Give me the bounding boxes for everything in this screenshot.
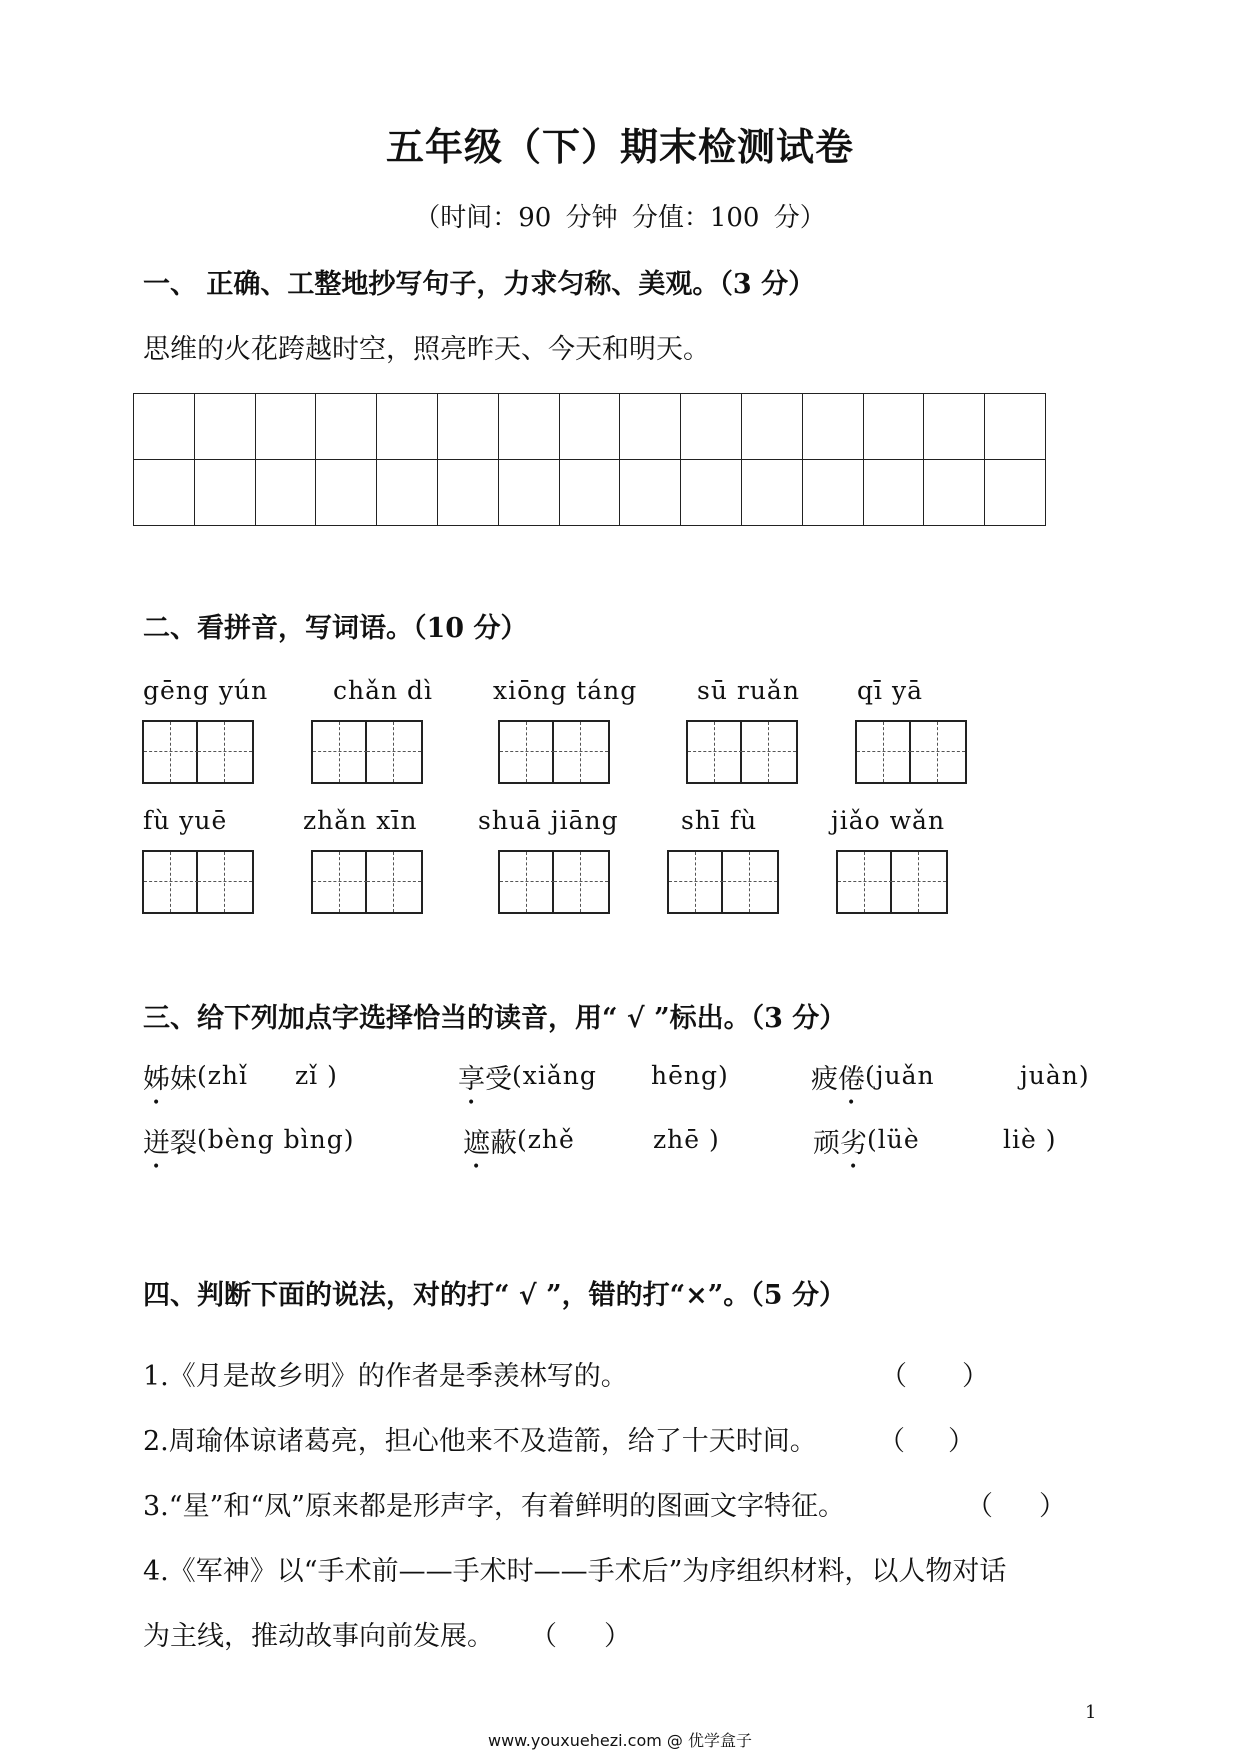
section3-heading: 三、给下列加点字选择恰当的读音，用“ √ ”标出。（3 分） [143, 1003, 847, 1034]
grid-cell[interactable] [863, 460, 924, 526]
reading-option[interactable]: (juǎn [865, 1061, 935, 1090]
judgement-question: 2.周瑜体谅诸葛亮，担心他来不及造箭，给了十天时间。 [143, 1426, 817, 1457]
reading-option[interactable]: zǐ ) [295, 1061, 338, 1090]
tianzige-box[interactable] [311, 850, 423, 914]
tianzige-box[interactable] [686, 720, 798, 784]
section1-heading: 一、 正确、工整地抄写句子，力求匀称、美观。（3 分） [143, 269, 816, 300]
grid-cell[interactable] [377, 394, 438, 460]
reading-item [811, 1057, 865, 1111]
grid-cell[interactable] [559, 394, 620, 460]
grid-cell[interactable] [316, 394, 377, 460]
pinyin-label: sū ruǎn [697, 676, 800, 705]
grid-cell[interactable] [377, 460, 438, 526]
pinyin-label: chǎn dì [333, 676, 434, 705]
exam-info: （时间：90 分钟 分值：100 分） [414, 203, 826, 233]
reading-item [143, 1057, 197, 1111]
pinyin-label: jiǎo wǎn [831, 806, 946, 835]
pinyin-label: shuā jiāng [478, 806, 619, 835]
word-char: 裂 [170, 1128, 197, 1159]
answer-bracket-close[interactable]: ） [948, 1426, 975, 1457]
tianzige-box[interactable] [498, 720, 610, 784]
pinyin-label: gēng yún [143, 676, 269, 705]
grid-cell[interactable] [437, 460, 498, 526]
tianzige-box[interactable] [142, 850, 254, 914]
answer-bracket-close[interactable]: ） [604, 1621, 631, 1652]
tianzige-box[interactable] [836, 850, 948, 914]
dotted-char: 姊 [143, 1064, 170, 1095]
pinyin-label: qī yā [857, 676, 923, 705]
judgement-question-cont: 为主线，推动故事向前发展。 [143, 1621, 494, 1652]
grid-cell[interactable] [255, 394, 316, 460]
judgement-question: 1.《月是故乡明》的作者是季羡林写的。 [143, 1361, 628, 1392]
reading-item [813, 1121, 867, 1175]
grid-cell[interactable] [985, 394, 1046, 460]
grid-cell[interactable] [681, 394, 742, 460]
pinyin-label: shī fù [681, 806, 758, 835]
page-number: 1 [1085, 1702, 1097, 1723]
word-char: 顽 [813, 1128, 840, 1159]
answer-bracket-open[interactable]: （ [880, 1361, 907, 1392]
grid-cell[interactable] [134, 394, 195, 460]
grid-row [134, 394, 1046, 460]
answer-bracket-close[interactable]: ） [1039, 1491, 1066, 1522]
grid-cell[interactable] [802, 460, 863, 526]
tianzige-box[interactable] [498, 850, 610, 914]
page-title: 五年级（下）期末检测试卷 [385, 124, 854, 169]
reading-option[interactable]: juàn) [1020, 1061, 1090, 1090]
grid-cell[interactable] [498, 460, 559, 526]
section2-heading: 二、看拼音，写词语。（10 分） [143, 613, 528, 644]
tianzige-box[interactable] [855, 720, 967, 784]
reading-option[interactable]: (bèng bìng) [197, 1125, 355, 1154]
grid-row [134, 460, 1046, 526]
footer-watermark: www.youxuehezi.com @ 优学盒子 [488, 1731, 752, 1750]
grid-cell[interactable] [194, 394, 255, 460]
dotted-char: 遮 [463, 1128, 490, 1159]
answer-bracket-close[interactable]: ） [962, 1361, 989, 1392]
copy-writing-grid[interactable] [133, 393, 1046, 526]
grid-cell[interactable] [741, 460, 802, 526]
reading-item [458, 1057, 512, 1111]
word-char: 妹 [170, 1064, 197, 1095]
tianzige-box[interactable] [142, 720, 254, 784]
reading-item [143, 1121, 197, 1175]
judgement-question: 4.《军神》以“手术前——手术时——手术后”为序组织材料，以人物对话 [143, 1556, 1007, 1587]
grid-cell[interactable] [498, 394, 559, 460]
reading-option[interactable]: (lüè [867, 1125, 920, 1154]
answer-bracket-open[interactable]: （ [878, 1426, 905, 1457]
grid-cell[interactable] [620, 460, 681, 526]
copy-sentence: 思维的火花跨越时空，照亮昨天、今天和明天。 [143, 334, 710, 365]
grid-cell[interactable] [741, 394, 802, 460]
reading-option[interactable]: hēng) [651, 1061, 729, 1090]
grid-cell[interactable] [985, 460, 1046, 526]
word-char: 蔽 [490, 1128, 517, 1159]
grid-cell[interactable] [255, 460, 316, 526]
reading-item [463, 1121, 517, 1175]
dotted-char: 劣 [840, 1128, 867, 1159]
answer-bracket-open[interactable]: （ [530, 1621, 557, 1652]
dotted-char: 倦 [838, 1064, 865, 1095]
grid-cell[interactable] [437, 394, 498, 460]
grid-cell[interactable] [863, 394, 924, 460]
grid-cell[interactable] [924, 460, 985, 526]
grid-cell[interactable] [134, 460, 195, 526]
reading-option[interactable]: (xiǎng [512, 1061, 597, 1090]
dotted-char: 享 [458, 1064, 485, 1095]
pinyin-label: zhǎn xīn [303, 806, 418, 835]
dotted-char: 迸 [143, 1128, 170, 1159]
pinyin-label: fù yuē [143, 806, 228, 835]
grid-cell[interactable] [316, 460, 377, 526]
grid-cell[interactable] [194, 460, 255, 526]
reading-option[interactable]: liè ) [1003, 1125, 1057, 1154]
judgement-question: 3.“星”和“凤”原来都是形声字，有着鲜明的图画文字特征。 [143, 1491, 845, 1522]
tianzige-box[interactable] [667, 850, 779, 914]
word-char: 受 [485, 1064, 512, 1095]
word-char: 疲 [811, 1064, 838, 1095]
grid-cell[interactable] [559, 460, 620, 526]
section4-heading: 四、判断下面的说法，对的打“ √ ”，错的打“×”。（5 分） [143, 1280, 846, 1311]
grid-cell[interactable] [924, 394, 985, 460]
tianzige-box[interactable] [311, 720, 423, 784]
pinyin-label: xiōng táng [493, 676, 638, 705]
answer-bracket-open[interactable]: （ [966, 1491, 993, 1522]
grid-cell[interactable] [802, 394, 863, 460]
reading-option[interactable]: (zhǐ [197, 1061, 249, 1090]
reading-option[interactable]: (zhě [517, 1125, 575, 1154]
grid-cell[interactable] [620, 394, 681, 460]
reading-option[interactable]: zhē ) [653, 1125, 720, 1154]
grid-cell[interactable] [681, 460, 742, 526]
